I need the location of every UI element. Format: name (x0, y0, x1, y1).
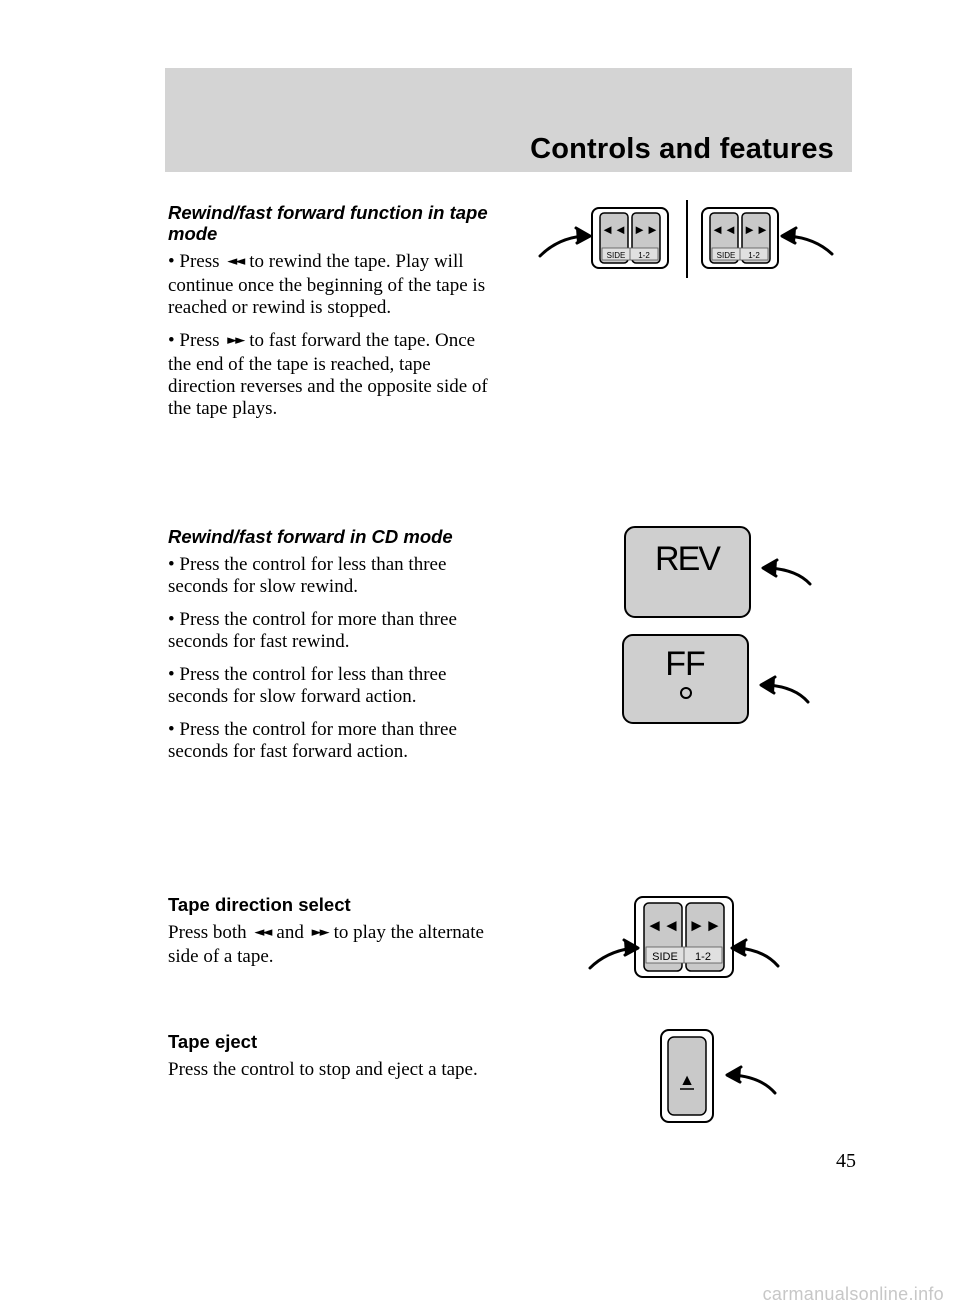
eject-text: Press the control to stop and eject a tape. (168, 1059, 478, 1080)
bullet-item: • Press the control for more than three seconds for fast forward action. (168, 719, 457, 762)
arrow-icon (761, 677, 808, 702)
side-label: SIDE (606, 251, 626, 260)
section-heading: Rewind/fast forward function in tape mode (168, 202, 488, 244)
cd-buttons-figure (615, 522, 825, 732)
bullet-item: • Press the control for less than three seconds for slow rewind. (168, 554, 447, 597)
arrow-icon (727, 1067, 775, 1093)
svg-text:FF: FF (665, 645, 705, 683)
rewind-icon: ◄◄ (711, 222, 737, 237)
section-tape-eject (168, 1031, 498, 1092)
tape-buttons-figure (530, 196, 840, 286)
page-number: 45 (836, 1150, 856, 1172)
tape-direction-figure (580, 890, 790, 985)
bullet-rewind: • Press ◄◄ to rewind the tape. Play will continue once the beginning of the tape is reached or rewind is stopped. (168, 251, 486, 318)
tape-button-unit-right (702, 208, 778, 268)
tape-button-unit-left (592, 208, 668, 268)
side-label: SIDE (716, 251, 736, 260)
svg-text:REV: REV (655, 540, 719, 578)
header-band (165, 68, 852, 172)
section-heading: Rewind/fast forward in CD mode (168, 526, 453, 547)
rewind-icon: ◄◄ (601, 222, 627, 237)
fast-forward-icon: ►► (633, 222, 659, 237)
watermark: carmanualsonline.info (762, 1284, 944, 1304)
section-heading: Tape eject (168, 1031, 258, 1052)
side-label: SIDE (652, 951, 678, 963)
eject-figure (655, 1025, 785, 1130)
rewind-icon: ◄◄ (227, 254, 244, 269)
eject-icon: ▲ (679, 1072, 695, 1089)
ff-button (623, 635, 748, 723)
section-heading: Tape direction select (168, 894, 351, 915)
fast-forward-icon: ►► (311, 925, 328, 940)
section-rewind-cd (168, 526, 498, 774)
side-number-label: 1-2 (748, 251, 760, 260)
side-number-label: 1-2 (695, 951, 711, 963)
fast-forward-icon: ►► (743, 222, 769, 237)
arrow-icon (782, 228, 832, 254)
fast-forward-icon: ►► (688, 916, 722, 935)
side-number-label: 1-2 (638, 251, 650, 260)
arrow-icon (590, 940, 638, 968)
rewind-icon: ◄◄ (254, 925, 271, 940)
fast-forward-icon: ►► (227, 333, 244, 348)
direction-text: Press both ◄◄ and ►► to play the alternate side of a tape. (168, 922, 484, 967)
arrow-icon (763, 560, 810, 584)
section-rewind-tape (168, 202, 498, 431)
rev-button (625, 527, 750, 617)
bullet-fast-forward: • Press ►► to fast forward the tape. Once the end of the tape is reached, tape direction reverses and the opposite side of the tape plays. (168, 330, 488, 419)
rewind-icon: ◄◄ (646, 916, 680, 935)
arrow-icon (732, 940, 778, 966)
arrow-icon (540, 228, 590, 256)
bullet-item: • Press the control for more than three seconds for fast rewind. (168, 609, 457, 652)
bullet-item: • Press the control for less than three seconds for slow forward action. (168, 664, 447, 707)
page-title: Controls and features (530, 133, 834, 165)
section-tape-direction (168, 894, 498, 979)
